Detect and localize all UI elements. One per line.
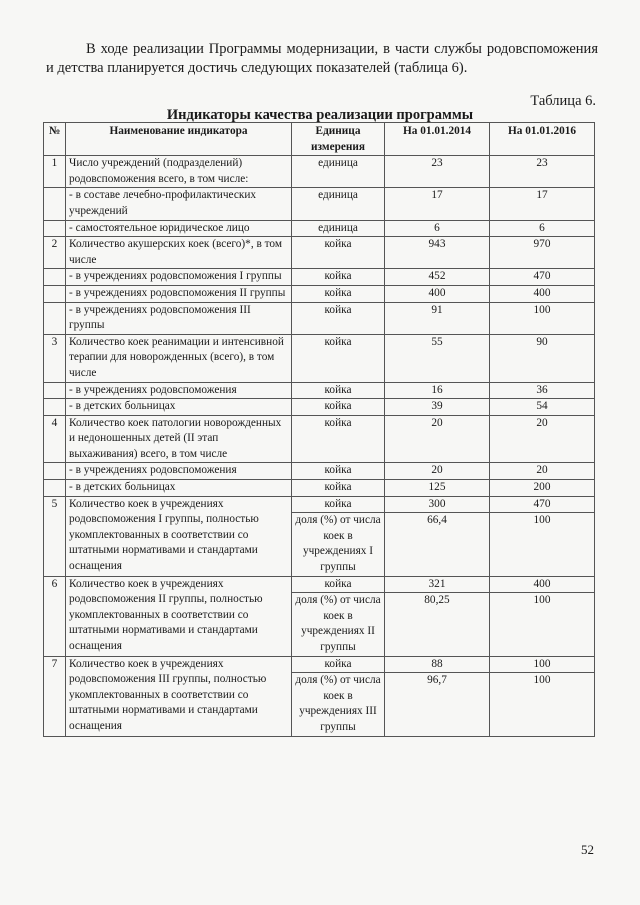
indicator-name: - самостоятельное юридическое лицо	[66, 220, 292, 237]
row-number: 4	[44, 415, 66, 463]
unit-cell: доля (%) от числа коек в учреждениях III группы	[292, 673, 385, 736]
unit-cell: койка	[292, 415, 385, 463]
page-number: 52	[581, 842, 594, 857]
value-2014: 55	[385, 334, 490, 382]
row-number	[44, 480, 66, 497]
unit-cell: койка	[292, 463, 385, 480]
value-2016: 400	[490, 576, 595, 593]
table-row	[44, 285, 595, 302]
table-row	[44, 334, 595, 382]
unit-cell: единица	[292, 156, 385, 188]
unit-cell: койка	[292, 656, 385, 673]
value-2014: 125	[385, 480, 490, 497]
unit-cell: койка	[292, 576, 385, 593]
unit-cell: койка	[292, 269, 385, 286]
row-number	[44, 382, 66, 399]
unit-cell: койка	[292, 285, 385, 302]
value-2014: 96,7	[385, 673, 490, 736]
row-number: 2	[44, 237, 66, 269]
indicator-name: - в учреждениях родовспоможения II группы	[66, 285, 292, 302]
row-number: 7	[44, 656, 66, 736]
indicator-name: - в учреждениях родовспоможения III группы	[66, 302, 292, 334]
value-2016: 100	[490, 302, 595, 334]
value-2016: 23	[490, 156, 595, 188]
table-row	[44, 269, 595, 286]
row-number	[44, 188, 66, 220]
row-number	[44, 269, 66, 286]
value-2014: 400	[385, 285, 490, 302]
table-row	[44, 576, 595, 593]
value-2014: 452	[385, 269, 490, 286]
row-number	[44, 285, 66, 302]
value-2016: 100	[490, 673, 595, 736]
indicator-name: Количество коек в учреждениях родовспоможения II группы, полностью укомплектованных в соответствии со штатными нормативами и стандартами оснащения	[66, 576, 292, 656]
header-num: №	[44, 123, 66, 156]
table-row	[44, 415, 595, 463]
indicator-name: - в учреждениях родовспоможения	[66, 382, 292, 399]
value-2014: 91	[385, 302, 490, 334]
value-2014: 6	[385, 220, 490, 237]
value-2016: 20	[490, 415, 595, 463]
indicators-table	[43, 122, 595, 737]
indicator-name: - в учреждениях родовспоможения	[66, 463, 292, 480]
unit-cell: единица	[292, 220, 385, 237]
indicator-name: - в составе лечебно-профилактических учреждений	[66, 188, 292, 220]
unit-cell: доля (%) от числа коек в учреждениях I группы	[292, 513, 385, 576]
indicator-name: Количество коек патологии новорожденных и недоношенных детей (II этап выхаживания) всего, в том числе	[66, 415, 292, 463]
table-row	[44, 463, 595, 480]
value-2016: 6	[490, 220, 595, 237]
value-2016: 20	[490, 463, 595, 480]
table-row	[44, 188, 595, 220]
value-2016: 400	[490, 285, 595, 302]
table-row	[44, 656, 595, 673]
table-row	[44, 382, 595, 399]
unit-cell: койка	[292, 302, 385, 334]
row-number	[44, 463, 66, 480]
unit-cell: койка	[292, 382, 385, 399]
header-2016: На 01.01.2016	[490, 123, 595, 156]
indicator-name: Число учреждений (подразделений) родовспоможения всего, в том числе:	[66, 156, 292, 188]
indicator-name: Количество коек в учреждениях родовспоможения I группы, полностью укомплектованных в соответствии со штатными нормативами и стандартами оснащения	[66, 496, 292, 576]
value-2016: 470	[490, 496, 595, 513]
indicator-name: Количество коек реанимации и интенсивной терапии для новорожденных (всего), в том числе	[66, 334, 292, 382]
intro-paragraph: В ходе реализации Программы модернизации, в части службы родовспоможения и детства планируется достичь следующих показателей (таблица 6).	[46, 41, 598, 76]
row-number	[44, 220, 66, 237]
value-2014: 39	[385, 399, 490, 416]
value-2016: 36	[490, 382, 595, 399]
value-2016: 470	[490, 269, 595, 286]
unit-cell: койка	[292, 334, 385, 382]
table-number: Таблица 6.	[530, 93, 596, 109]
indicator-name: Количество акушерских коек (всего)*, в том числе	[66, 237, 292, 269]
value-2014: 300	[385, 496, 490, 513]
row-number: 3	[44, 334, 66, 382]
value-2016: 100	[490, 656, 595, 673]
value-2014: 943	[385, 237, 490, 269]
table-row	[44, 302, 595, 334]
table-title: Индикаторы качества реализации программы	[166, 107, 474, 123]
value-2016: 100	[490, 513, 595, 576]
value-2016: 90	[490, 334, 595, 382]
header-2014: На 01.01.2014	[385, 123, 490, 156]
indicator-name: Количество коек в учреждениях родовспоможения III группы, полностью укомплектованных в соответствии со штатными нормативами и стандартами оснащения	[66, 656, 292, 736]
row-number: 1	[44, 156, 66, 188]
table-row	[44, 480, 595, 497]
value-2014: 17	[385, 188, 490, 220]
unit-cell: койка	[292, 399, 385, 416]
table-row	[44, 496, 595, 513]
indicator-name: - в детских больницах	[66, 399, 292, 416]
value-2014: 20	[385, 463, 490, 480]
table-header-row	[44, 123, 595, 156]
header-name: Наименование индикатора	[66, 123, 292, 156]
table-row	[44, 156, 595, 188]
value-2016: 970	[490, 237, 595, 269]
row-number: 6	[44, 576, 66, 656]
value-2016: 200	[490, 480, 595, 497]
row-number: 5	[44, 496, 66, 576]
value-2016: 54	[490, 399, 595, 416]
unit-cell: доля (%) от числа коек в учреждениях II группы	[292, 593, 385, 656]
header-unit: Единица измерения	[292, 123, 385, 156]
value-2014: 80,25	[385, 593, 490, 656]
value-2014: 16	[385, 382, 490, 399]
unit-cell: койка	[292, 496, 385, 513]
value-2014: 66,4	[385, 513, 490, 576]
table-row	[44, 220, 595, 237]
table-row	[44, 399, 595, 416]
value-2014: 88	[385, 656, 490, 673]
value-2014: 23	[385, 156, 490, 188]
unit-cell: единица	[292, 188, 385, 220]
unit-cell: койка	[292, 237, 385, 269]
row-number	[44, 302, 66, 334]
row-number	[44, 399, 66, 416]
indicator-name: - в учреждениях родовспоможения I группы	[66, 269, 292, 286]
table-row	[44, 237, 595, 269]
indicator-name: - в детских больницах	[66, 480, 292, 497]
unit-cell: койка	[292, 480, 385, 497]
value-2016: 17	[490, 188, 595, 220]
value-2016: 100	[490, 593, 595, 656]
value-2014: 321	[385, 576, 490, 593]
value-2014: 20	[385, 415, 490, 463]
